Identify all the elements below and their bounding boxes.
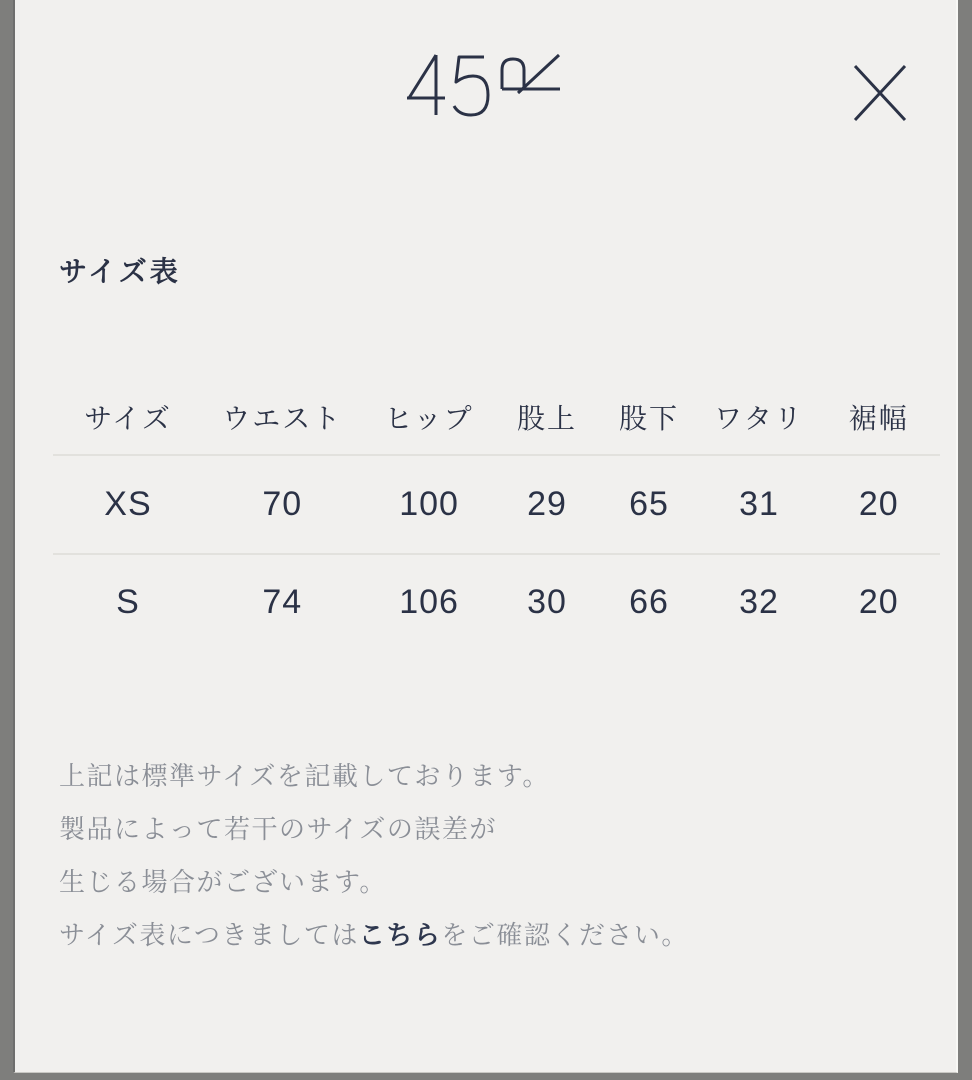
cell-hem: 20 (858, 583, 899, 621)
column-header-size: サイズ (84, 403, 172, 434)
size-notes (59, 750, 926, 962)
size-table (53, 380, 940, 650)
cell-hip: 106 (399, 583, 459, 621)
note-line-1: 上記は標準サイズを記載しております。 (59, 761, 550, 791)
cell-hem: 20 (858, 485, 899, 523)
cell-size: S (116, 583, 140, 621)
cell-waist: 70 (262, 485, 303, 523)
cell-hip: 100 (399, 485, 459, 523)
note-line-4-after: をご確認ください。 (441, 920, 689, 950)
modal-content (13, 0, 958, 1073)
column-header-hem: 裾幅 (848, 403, 909, 434)
close-button[interactable] (853, 64, 907, 122)
brand-logo-45r-icon (405, 52, 567, 120)
cell-size: XS (104, 485, 152, 523)
cell-rise: 29 (527, 485, 567, 523)
page-title: サイズ表 (59, 256, 181, 287)
cell-waist: 74 (262, 583, 303, 621)
column-header-rise: 股上 (517, 403, 578, 434)
close-icon (853, 64, 907, 122)
table-row-s (53, 555, 940, 650)
cell-inseam: 66 (629, 583, 669, 621)
note-line-4 (59, 909, 926, 962)
note-line-4-before: サイズ表につきましては (59, 920, 359, 950)
table-row-xs (53, 456, 940, 555)
cell-rise: 30 (527, 583, 567, 621)
cell-thigh: 31 (739, 485, 779, 523)
cell-thigh: 32 (739, 583, 779, 621)
note-line-3: 生じる場合がございます。 (59, 867, 387, 897)
column-header-inseam: 股下 (619, 403, 680, 434)
cell-inseam: 65 (629, 485, 669, 523)
column-header-thigh: ワタリ (714, 403, 804, 434)
column-header-hip: ヒップ (384, 403, 474, 434)
column-header-waist: ウエスト (222, 403, 343, 434)
size-table-header-row (53, 380, 940, 456)
size-chart-link[interactable]: こちら (358, 920, 442, 950)
note-line-2: 製品によって若干のサイズの誤差が (59, 814, 497, 844)
